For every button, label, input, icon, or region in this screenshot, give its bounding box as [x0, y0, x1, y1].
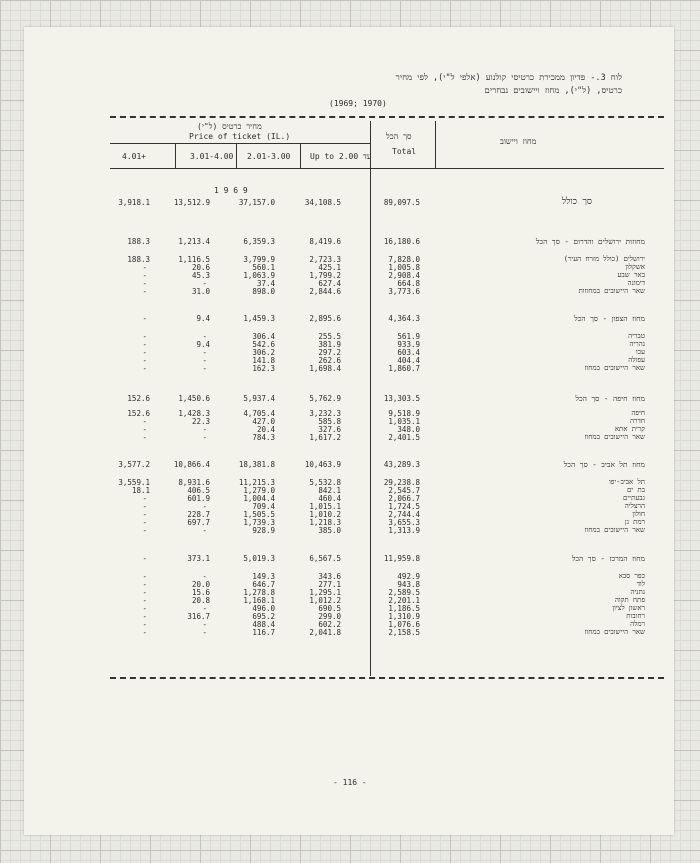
row-label: שאר היישובים במחוז	[584, 526, 645, 534]
cell-4plus: 3,559.1	[118, 478, 150, 487]
top-dashed-rule	[110, 116, 664, 118]
cell-2-3: 4,705.4	[243, 409, 275, 418]
cell-total: 933.9	[397, 340, 420, 349]
cell-total: 404.4	[397, 356, 420, 365]
row-label: רמלה	[630, 620, 645, 628]
cell-upto2: 1,295.1	[309, 588, 341, 597]
cell-4plus: -	[142, 620, 147, 629]
row-label: לוד	[636, 580, 645, 588]
cell-2-3: 1,739.3	[243, 518, 275, 527]
cell-upto2: 627.4	[318, 279, 341, 288]
cell-total: 943.8	[397, 580, 420, 589]
row-label: רחובות	[626, 612, 645, 620]
row-label: בת ים	[626, 486, 645, 494]
cell-4plus: 3,918.1	[118, 198, 150, 207]
row-label: נהריה	[629, 340, 645, 348]
total-divider	[370, 121, 371, 676]
cell-total: 2,158.5	[388, 628, 420, 637]
row-label: תל אביב-יפו	[608, 478, 645, 486]
row-label: ראשון לציון	[612, 604, 645, 612]
cell-4plus: -	[142, 417, 147, 426]
row-label: מחוזות ירושלים והדרום - סך הכל	[535, 237, 645, 246]
cell-4plus: -	[142, 580, 147, 589]
cell-upto2: 262.6	[318, 356, 341, 365]
row-label: מחוז תל אביב - סך הכל	[563, 460, 645, 469]
cell-total: 1,035.1	[388, 417, 420, 426]
row-label: שאר היישובים במחוז	[584, 364, 645, 372]
cell-2-3: 488.4	[252, 620, 275, 629]
cell-2-3: 427.0	[252, 417, 275, 426]
col-divider-3	[300, 143, 301, 168]
cell-4plus: -	[142, 433, 147, 442]
col-header-upto2: Up to 2.00 עד	[310, 152, 372, 161]
row-label: שאר היישובים במחוז	[584, 628, 645, 636]
cell-total: 2,744.4	[388, 510, 420, 519]
cell-4plus: -	[142, 356, 147, 365]
row-label: חולון	[632, 510, 645, 518]
cell-upto2: 5,762.9	[309, 394, 341, 403]
cell-upto2: 327.6	[318, 425, 341, 434]
cell-2-3: 898.0	[252, 287, 275, 296]
cell-4plus: 3,577.2	[118, 460, 150, 469]
cell-upto2: 34,108.5	[304, 198, 341, 207]
cell-4plus: -	[142, 287, 147, 296]
cell-3-4: -	[202, 572, 207, 581]
cell-3-4: 9.4	[196, 314, 210, 323]
cell-4plus: -	[142, 502, 147, 511]
cell-2-3: 496.0	[252, 604, 275, 613]
cell-3-4: 13,512.9	[173, 198, 210, 207]
cell-4plus: -	[142, 604, 147, 613]
cell-total: 2,908.4	[388, 271, 420, 280]
cell-4plus: -	[142, 526, 147, 535]
cell-total: 3,773.6	[388, 287, 420, 296]
cell-3-4: -	[202, 348, 207, 357]
cell-2-3: 1,505.5	[243, 510, 275, 519]
cell-4plus: 188.3	[127, 237, 150, 246]
cell-3-4: 697.7	[187, 518, 210, 527]
row-label: חדרה	[630, 417, 645, 425]
cell-4plus: -	[142, 510, 147, 519]
col-header-2-3: 2.01-3.00	[247, 152, 291, 161]
cell-total: 603.4	[397, 348, 420, 357]
cell-2-3: 1,063.9	[243, 271, 275, 280]
col-header-4plus: 4.01+	[122, 152, 147, 161]
row-label: גבעתיים	[623, 494, 645, 502]
row-label: דימונה	[627, 279, 645, 287]
cell-upto2: 842.1	[318, 486, 341, 495]
total-header-english: Total	[392, 147, 417, 156]
cell-2-3: 18,381.8	[238, 460, 275, 469]
cell-total: 2,066.7	[388, 494, 420, 503]
cell-3-4: 10,866.4	[173, 460, 210, 469]
cell-3-4: 45.3	[191, 271, 210, 280]
cell-3-4: -	[202, 356, 207, 365]
cell-total: 2,201.1	[388, 596, 420, 605]
price-group-underline	[110, 143, 370, 144]
cell-upto2: 2,844.6	[309, 287, 341, 296]
cell-upto2: 3,232.3	[309, 409, 341, 418]
row-label: אשקלון	[625, 263, 645, 271]
cell-2-3: 1,279.0	[243, 486, 275, 495]
cell-2-3: 1,278.8	[243, 588, 275, 597]
cell-3-4: 15.6	[191, 588, 210, 597]
cell-3-4: 406.5	[187, 486, 210, 495]
cell-total: 348.0	[397, 425, 420, 434]
cell-4plus: 152.6	[127, 409, 150, 418]
cell-2-3: 542.6	[252, 340, 275, 349]
cell-2-3: 306.4	[252, 332, 275, 341]
cell-2-3: 5,019.3	[243, 554, 275, 563]
cell-4plus: -	[142, 588, 147, 597]
cell-2-3: 37.4	[256, 279, 275, 288]
row-label: ירושלים (כולל מזרח העיר)	[563, 255, 645, 263]
cell-2-3: 928.9	[252, 526, 275, 535]
cell-total: 561.9	[397, 332, 420, 341]
cell-total: 13,303.5	[383, 394, 420, 403]
cell-3-4: 1,213.4	[178, 237, 210, 246]
cell-total: 664.8	[397, 279, 420, 288]
cell-3-4: 373.1	[187, 554, 210, 563]
cell-2-3: 5,937.4	[243, 394, 275, 403]
cell-3-4: 316.7	[187, 612, 210, 621]
cell-upto2: 1,698.4	[309, 364, 341, 373]
year-label: 1 9 6 9	[214, 186, 248, 195]
cell-total: 43,289.3	[383, 460, 420, 469]
bottom-dashed-rule	[110, 677, 664, 679]
cell-upto2: 602.2	[318, 620, 341, 629]
cell-2-3: 141.8	[252, 356, 275, 365]
cell-upto2: 1,617.2	[309, 433, 341, 442]
cell-4plus: -	[142, 332, 147, 341]
cell-3-4: -	[202, 279, 207, 288]
cell-3-4: -	[202, 332, 207, 341]
cell-upto2: 585.8	[318, 417, 341, 426]
cell-upto2: 460.4	[318, 494, 341, 503]
cell-4plus: 18.1	[131, 486, 150, 495]
cell-4plus: 152.6	[127, 394, 150, 403]
cell-upto2: 5,532.8	[309, 478, 341, 487]
cell-3-4: 1,116.5	[178, 255, 210, 264]
cell-total: 11,959.8	[383, 554, 420, 563]
cell-total: 1,724.5	[388, 502, 420, 511]
price-group-english: Price of ticket (IL.)	[189, 132, 291, 141]
cell-3-4: 20.6	[191, 263, 210, 272]
cell-3-4: 22.3	[191, 417, 210, 426]
table-years: (1969; 1970)	[329, 99, 387, 108]
cell-2-3: 6,359.3	[243, 237, 275, 246]
cell-upto2: 343.6	[318, 572, 341, 581]
cell-upto2: 1,799.2	[309, 271, 341, 280]
document-sheet	[24, 27, 674, 835]
table-title-line-1: לוח 3.- פדיון ממכירת כרטיסי קולנוע (אלפי ל"י), לפי מחיר	[395, 73, 622, 83]
cell-2-3: 1,459.3	[243, 314, 275, 323]
cell-upto2: 2,723.3	[309, 255, 341, 264]
cell-4plus: -	[142, 364, 147, 373]
cell-upto2: 10,463.9	[304, 460, 341, 469]
cell-3-4: 1,450.6	[178, 394, 210, 403]
cell-2-3: 306.2	[252, 348, 275, 357]
cell-2-3: 784.3	[252, 433, 275, 442]
cell-upto2: 255.5	[318, 332, 341, 341]
cell-upto2: 299.0	[318, 612, 341, 621]
cell-4plus: -	[142, 518, 147, 527]
cell-3-4: -	[202, 364, 207, 373]
cell-upto2: 297.2	[318, 348, 341, 357]
cell-3-4: -	[202, 526, 207, 535]
table-title-line-2: כרטיס, (ל"י), מחוז ויישובים נבחרים	[484, 86, 622, 96]
cell-total: 2,401.5	[388, 433, 420, 442]
cell-4plus: -	[142, 425, 147, 434]
cell-total: 89,097.5	[383, 198, 420, 207]
cell-3-4: 1,428.3	[178, 409, 210, 418]
price-group-hebrew: מחיר כרטיס (ל"י)	[197, 122, 262, 131]
cell-4plus: -	[142, 279, 147, 288]
row-label: נתניה	[630, 588, 645, 596]
cell-4plus: -	[142, 494, 147, 503]
row-label: חיפה	[631, 409, 645, 417]
cell-4plus: -	[142, 554, 147, 563]
cell-upto2: 2,895.6	[309, 314, 341, 323]
cell-3-4: -	[202, 502, 207, 511]
cell-upto2: 6,567.5	[309, 554, 341, 563]
row-label: באר שבע	[617, 271, 645, 279]
cell-upto2: 690.5	[318, 604, 341, 613]
cell-2-3: 1,168.1	[243, 596, 275, 605]
cell-total: 1,310.9	[388, 612, 420, 621]
cell-total: 3,655.3	[388, 518, 420, 527]
page-number: - 116 -	[333, 778, 367, 787]
cell-3-4: -	[202, 433, 207, 442]
cell-3-4: -	[202, 628, 207, 637]
row-label: שאר היישובים במחוז	[584, 433, 645, 441]
cell-total: 1,005.8	[388, 263, 420, 272]
header-bottom-rule	[110, 168, 664, 169]
cell-3-4: 31.0	[191, 287, 210, 296]
cell-4plus: -	[142, 263, 147, 272]
cell-4plus: -	[142, 314, 147, 323]
cell-3-4: 8,931.6	[178, 478, 210, 487]
col-header-3-4: 3.01-4.00	[190, 152, 234, 161]
row-label: טבריה	[628, 332, 645, 340]
cell-2-3: 3,799.9	[243, 255, 275, 264]
cell-2-3: 695.2	[252, 612, 275, 621]
district-header: מחוז ויישוב	[500, 137, 537, 146]
district-divider	[435, 121, 436, 168]
cell-2-3: 1,004.4	[243, 494, 275, 503]
row-label: עכו	[635, 348, 645, 356]
cell-upto2: 2,041.8	[309, 628, 341, 637]
cell-4plus: -	[142, 348, 147, 357]
cell-3-4: 20.0	[191, 580, 210, 589]
cell-4plus: -	[142, 596, 147, 605]
cell-total: 1,313.9	[388, 526, 420, 535]
cell-3-4: -	[202, 604, 207, 613]
cell-total: 2,589.5	[388, 588, 420, 597]
cell-3-4: -	[202, 620, 207, 629]
row-label: פתח תקוה	[614, 596, 645, 604]
cell-2-3: 560.1	[252, 263, 275, 272]
row-label: מחוז המרכז - סך הכל	[571, 554, 645, 563]
row-label: מחוז הצפון - סך הכל	[574, 314, 645, 323]
cell-upto2: 425.1	[318, 263, 341, 272]
cell-4plus: -	[142, 271, 147, 280]
row-label: הרצליה	[624, 502, 645, 510]
cell-total: 7,828.0	[388, 255, 420, 264]
cell-2-3: 709.4	[252, 502, 275, 511]
cell-2-3: 11,215.3	[238, 478, 275, 487]
cell-3-4: 9.4	[196, 340, 210, 349]
cell-2-3: 646.7	[252, 580, 275, 589]
cell-upto2: 277.1	[318, 580, 341, 589]
cell-upto2: 1,015.1	[309, 502, 341, 511]
cell-2-3: 149.3	[252, 572, 275, 581]
row-label: כפר סבא	[618, 572, 645, 580]
cell-3-4: 20.8	[191, 596, 210, 605]
cell-4plus: -	[142, 340, 147, 349]
cell-3-4: 228.7	[187, 510, 210, 519]
col-divider-2	[236, 143, 237, 168]
cell-upto2: 8,419.6	[309, 237, 341, 246]
cell-total: 2,545.7	[388, 486, 420, 495]
cell-4plus: 188.3	[127, 255, 150, 264]
row-label: עפולה	[628, 356, 645, 364]
total-header-hebrew: סך הכל	[386, 132, 412, 141]
cell-4plus: -	[142, 628, 147, 637]
cell-total: 1,076.6	[388, 620, 420, 629]
col-divider-1	[175, 143, 176, 168]
cell-4plus: -	[142, 572, 147, 581]
cell-total: 4,364.3	[388, 314, 420, 323]
cell-upto2: 385.0	[318, 526, 341, 535]
cell-upto2: 1,012.2	[309, 596, 341, 605]
row-label: שאר היישובים במחוזות	[578, 287, 645, 295]
cell-total: 1,860.7	[388, 364, 420, 373]
cell-total: 9,518.9	[388, 409, 420, 418]
cell-total: 492.9	[397, 572, 420, 581]
cell-total: 29,238.8	[383, 478, 420, 487]
cell-2-3: 116.7	[252, 628, 275, 637]
cell-3-4: 601.9	[187, 494, 210, 503]
row-label: מחוז חיפה - סך הכל	[575, 394, 645, 403]
cell-upto2: 1,010.2	[309, 510, 341, 519]
cell-upto2: 1,218.3	[309, 518, 341, 527]
cell-upto2: 381.9	[318, 340, 341, 349]
row-label: רמת גן	[624, 518, 645, 526]
cell-2-3: 37,157.0	[238, 198, 275, 207]
row-label: סך כולל	[561, 197, 592, 207]
cell-2-3: 20.4	[256, 425, 275, 434]
cell-3-4: -	[202, 425, 207, 434]
cell-4plus: -	[142, 612, 147, 621]
cell-total: 1,186.5	[388, 604, 420, 613]
row-label: קרית אתא	[614, 425, 645, 433]
cell-total: 16,180.6	[383, 237, 420, 246]
cell-2-3: 162.3	[252, 364, 275, 373]
